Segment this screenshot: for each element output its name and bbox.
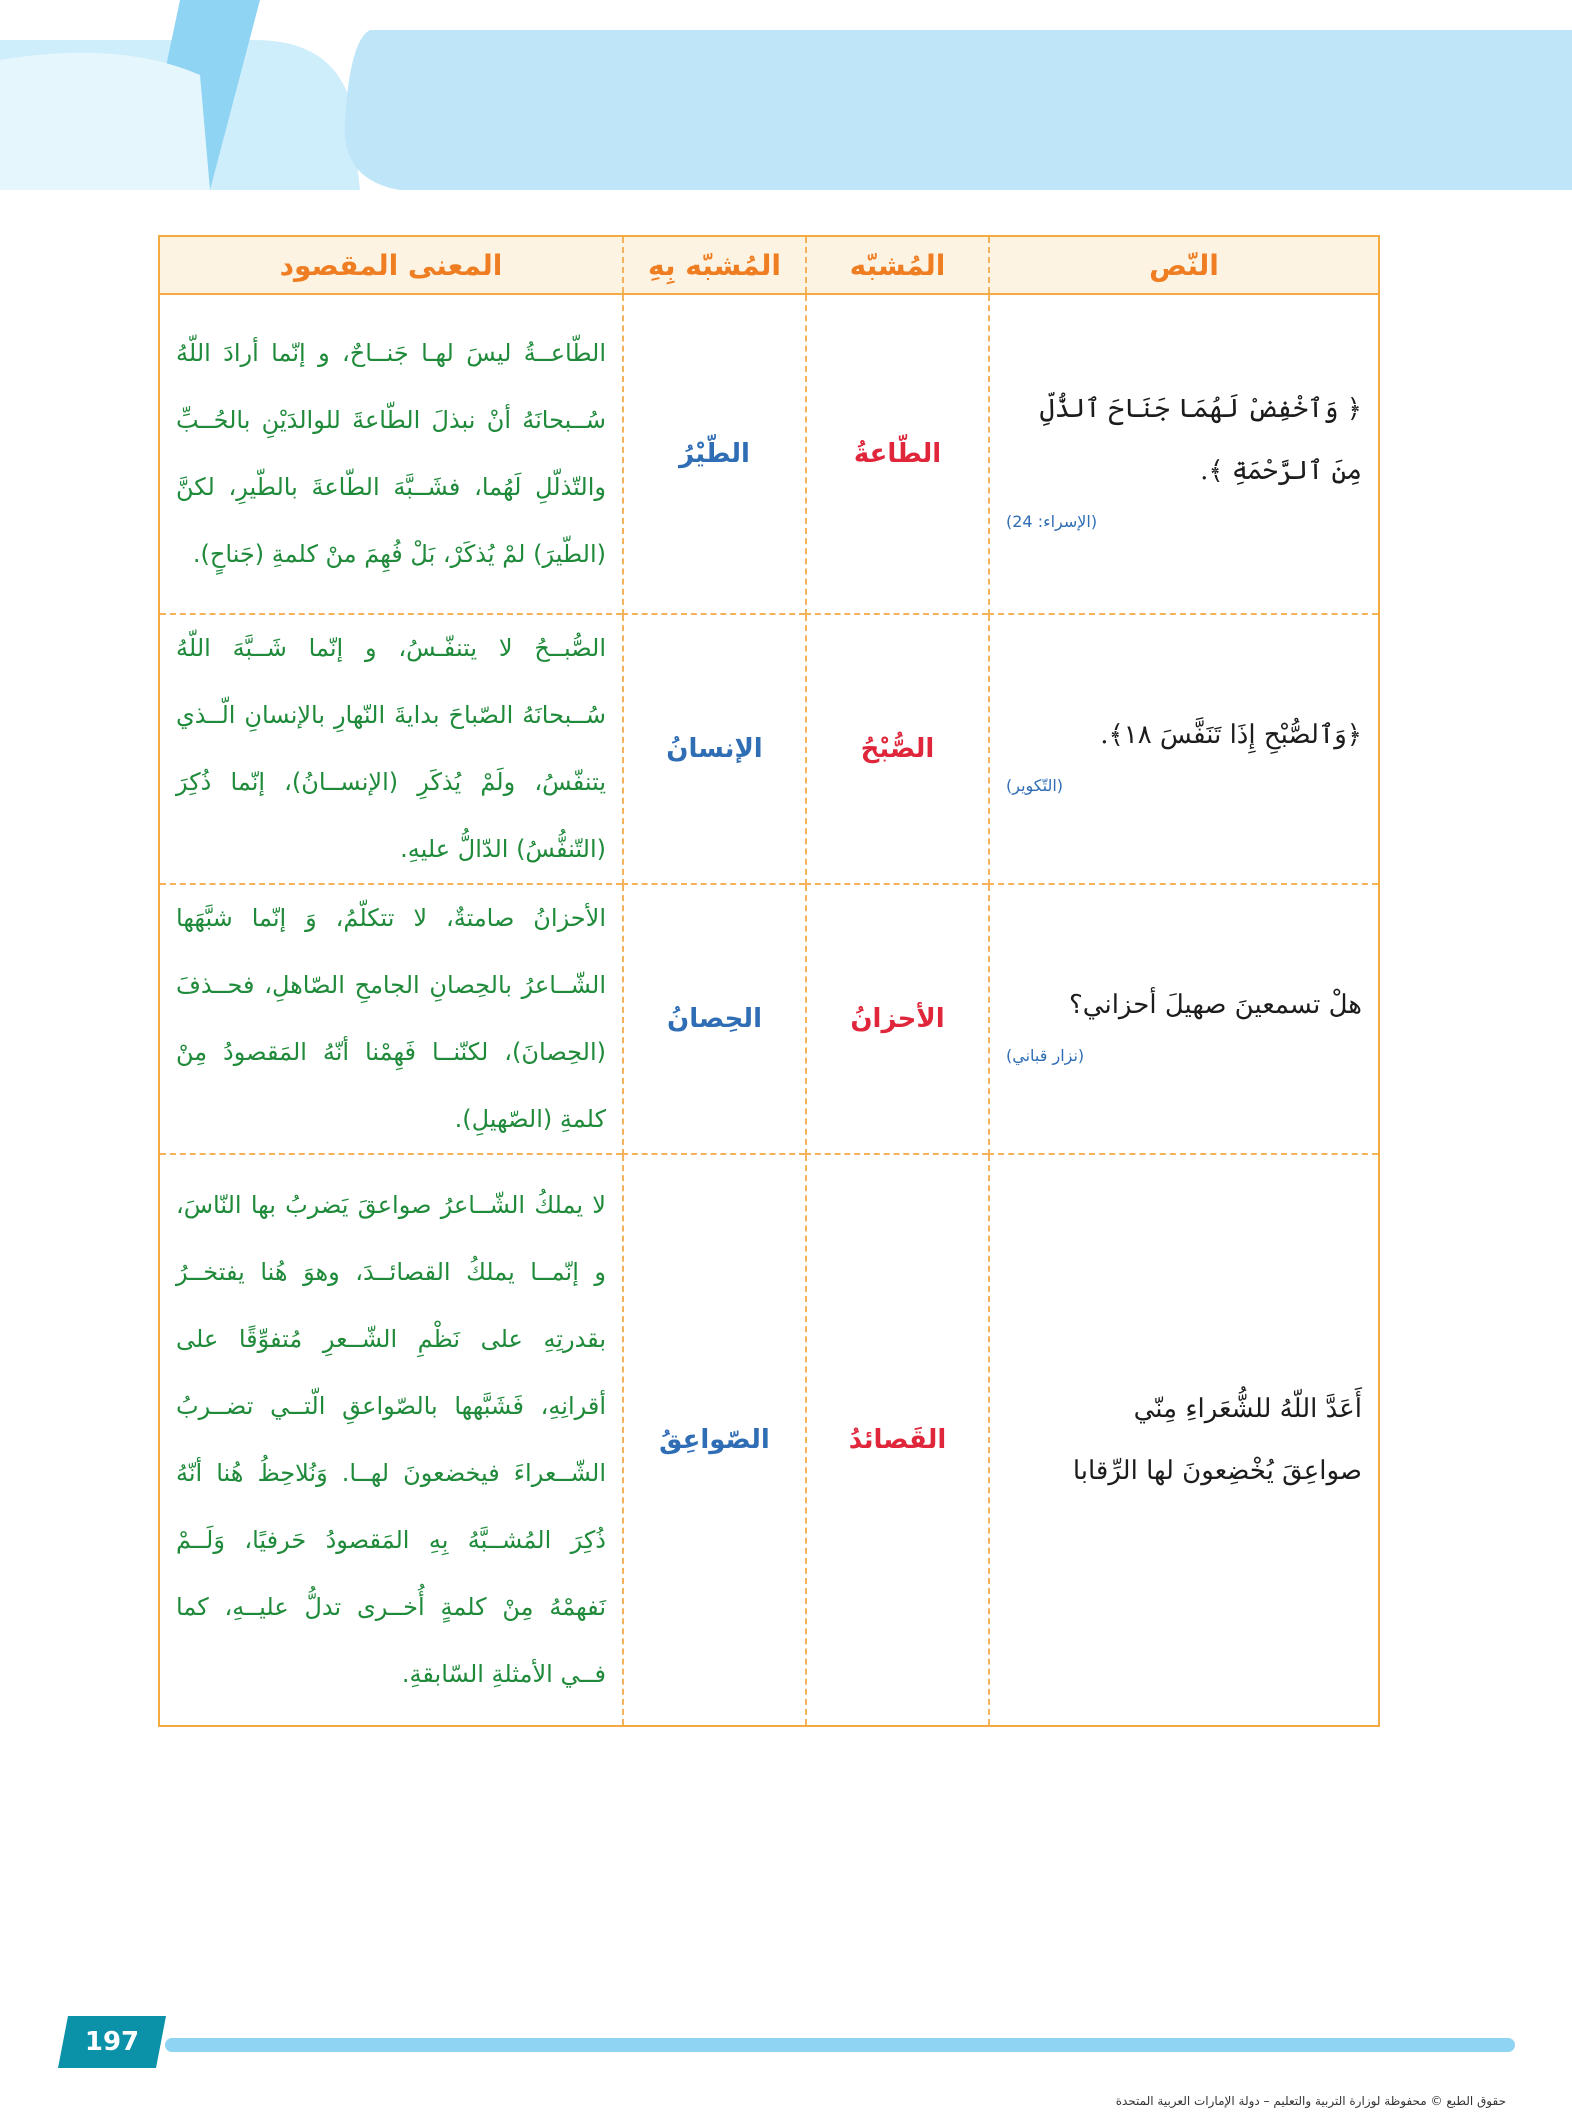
compared-to-cell: الصّواعِقُ [623, 1154, 806, 1726]
footer-bar [0, 2000, 1572, 2080]
table-row [159, 1154, 1379, 1726]
meaning-cell: الأحزانُ صامتةٌ، لا تتكلّمُ، وَ إنّما شبَّهَها الشّــاعرُ بالحِصانِ الجامحِ الصّاهلِ، فحــذفَ (الحِصانَ)، لكنّنــا فَهِمْنا أنّهُ المَقصودُ مِنْ كلمةِ (الصّهيلِ). [159, 884, 623, 1154]
text-cell [989, 1154, 1379, 1726]
header-text: النّص [989, 236, 1379, 294]
header-compared-to: المُشبّه بِهِ [623, 236, 806, 294]
text-cell [989, 884, 1379, 1154]
source-reference: (نزار قباني) [1006, 1045, 1085, 1065]
table-row [159, 614, 1379, 884]
quran-verse: ﴿وَٱلصُّبْحِ إِذَا تَنَفَّسَ ١٨﴾. [1100, 719, 1362, 750]
poem-line: أَعَدَّ اللّهُ للشُّعَراءِ مِنّي [1133, 1394, 1362, 1424]
quran-verse: ﴿ وَٱخْفِضْ لَهُمَا جَنَاحَ ٱلذُّلِّ مِنَ ٱلرَّحْمَةِ ﴾. [1039, 393, 1362, 486]
text-cell [989, 294, 1379, 614]
poem-line: هلْ تسمعينَ صهيلَ أحزاني؟ [1068, 989, 1362, 1020]
compared-to-cell: الحِصانُ [623, 884, 806, 1154]
source-reference: (التّكوير) [1006, 775, 1064, 795]
table-header-row [159, 236, 1379, 294]
header-simile: المُشبّه [806, 236, 989, 294]
simile-cell: القَصائدُ [806, 1154, 989, 1726]
page-number: 197 [84, 2027, 140, 2057]
meaning-cell: الصُّبــحُ لا يتنفّـسُ، و إنّما شَــبَّهَ اللّهُ سُــبحانَهُ الصّباحَ بدايةَ النّهارِ بالإنسانِ الّــذي يتنفّسُ، ولَمْ يُذكَرِ (الإنســانُ)، إنّما ذُكِرَ (التّنفُّسُ) الدّالُّ عليهِ. [159, 614, 623, 884]
source-reference: (الإسراء: 24) [1006, 511, 1098, 531]
simile-cell: الطّاعةُ [806, 294, 989, 614]
table-row [159, 294, 1379, 614]
compared-to-cell: الإنسانُ [623, 614, 806, 884]
similes-table [158, 235, 1380, 1727]
simile-cell: الأحزانُ [806, 884, 989, 1154]
meaning-cell: الطّاعــةُ ليسَ لهـا جَنــاحٌ، و إنّما أرادَ اللّهُ سُــبحانَهُ أنْ نبذلَ الطّاعةَ للوالدَيْنِ بالحُــبِّ والتّذلّلِ لَهُما، فشَــبَّهَ الطّاعةَ بالطّيرِ، لكنَّ (الطّيرَ) لمْ يُذكَرْ، بَلْ فُهِمَ منْ كلمةِ (جَناحٍ). [159, 294, 623, 614]
meaning-cell: لا يملكُ الشّــاعرُ صواعقَ يَضربُ بها النّاسَ، و إنّمــا يملكُ القصائــدَ، وهوَ هُنا يفتخــرُ بقدرتِهِ على نَظْمِ الشّــعرِ مُتفوِّقًا على أقرانِهِ، فَشَبَّهها بالصّواعقِ الّتــي تضــربُ الشّــعراءَ فيخضعونَ لهــا. وَنُلاحِظُ هُنا أنّهُ ذُكِرَ المُشــبَّهُ بِهِ المَقصودُ حَرفيًا، وَلَــمْ نَفهمْهُ مِنْ كلمةٍ أُخــرى تدلُّ عليــهِ، كما فــي الأمثلةِ السّابقةِ. [159, 1154, 623, 1726]
table-row [159, 884, 1379, 1154]
compared-to-cell: الطّيْرُ [623, 294, 806, 614]
text-cell [989, 614, 1379, 884]
copyright-note: حقوق الطبع © محفوظة لوزارة التربية والتعليم – دولة الإمارات العربية المتحدة [1115, 2094, 1506, 2108]
header-decorative-band [0, 0, 1572, 190]
poem-line: صواعِقَ يُخْضِعونَ لها الرِّقابا [1072, 1456, 1362, 1486]
simile-cell: الصُّبْحُ [806, 614, 989, 884]
header-meaning: المعنى المقصود [159, 236, 623, 294]
footer-line [165, 2038, 1515, 2052]
